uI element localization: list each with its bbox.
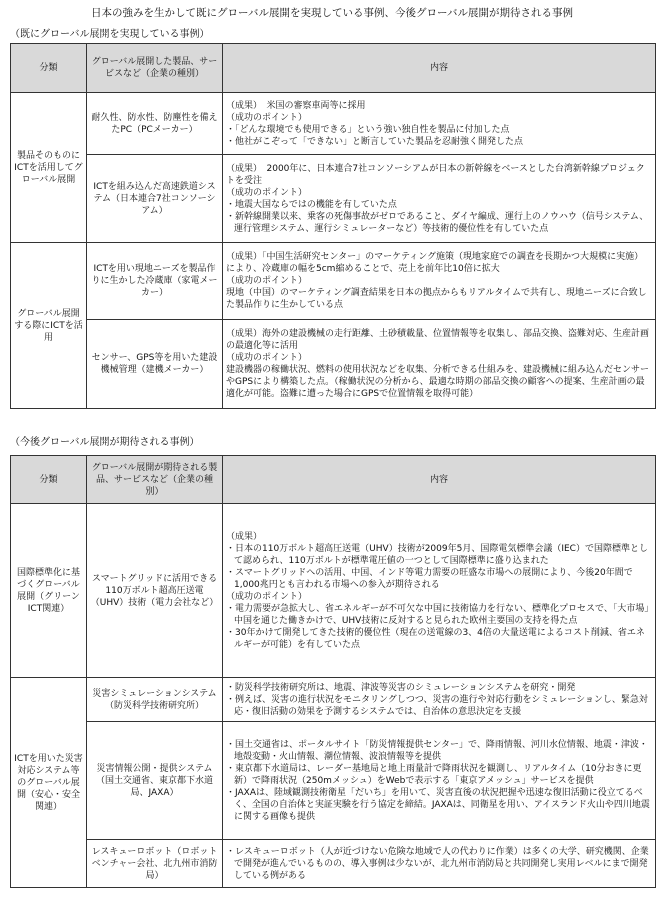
- table-row: [11, 243, 656, 320]
- category-cell: 製品そのものにICTを活用してグローバル展開: [11, 93, 87, 243]
- content-line: ・日本の110万ボルト超高圧送電（UHV）技術が2009年5月、国際電気標準会議（IEC）で国際標準として認められ、110万ボルトが標準電圧値の一つとして国際標準に盛り込まれた: [226, 543, 648, 566]
- content-line: （成功のポイント）: [226, 112, 308, 123]
- content-cell: [223, 155, 656, 243]
- product-cell: レスキューロボット（ロボットベンチャー会社、北九州市消防局）: [87, 840, 223, 888]
- header-category: 分類: [11, 456, 87, 504]
- product-cell: センサー、GPS等を用いた建設機械管理（建機メーカー）: [87, 320, 223, 409]
- content-line: （成果）「中国生活研究センター」のマーケティング施策（現地家庭での調査を長期かつ大規模に実施）により、冷蔵庫の幅を5cm縮めることで、売上を前年比10倍に拡大: [226, 252, 644, 274]
- section1-header-row: [11, 44, 656, 93]
- content-line: ・防災科学技術研究所は、地震、津波等災害のシミュレーションシステムを研究・開発: [226, 682, 576, 693]
- product-cell: スマートグリッドに活用できる110万ボルト超高圧送電（UHV）技術（電力会社など）: [87, 504, 223, 678]
- content-line: ・スマートグリッドへの活用、中国、インド等電力需要の旺盛な市場への展開により、今後20年間で1,000兆円とも言われる市場への参入が期待される: [226, 567, 633, 590]
- content-line: 現地（中国）のマーケティング調査結果を日本の拠点からもリアルタイムで共有し、現地ニーズに合致した製品作りに生かしている点: [226, 288, 647, 310]
- content-line: ・レスキューロボット（人が近づけない危険な地域で人の代わりに作業）は多くの大学、研究機関、企業で開発が進んでいるものの、導入事例は少ないが、北九州市消防局と共同開発し実用レベルにまで開発している例がある: [226, 846, 649, 881]
- content-cell: [223, 840, 656, 888]
- page-title: 日本の強みを生かして既にグローバル展開を実現している事例、今後グローバル展開が期待される事例: [91, 7, 573, 19]
- category-cell: ICTを用いた災害対応システム等のグローバル展開（安心・安全関連）: [11, 678, 87, 888]
- category-cell: 国際標準化に基づくグローバル展開（グリーンICT関連）: [11, 504, 87, 678]
- content-line: （成功のポイント）: [226, 187, 308, 198]
- content-line: ・東京都下水道局は、レーダー基地局と地上雨量計で降雨状況を観測し、リアルタイム（10分おきに更新）で降雨状況（250mメッシュ）をWebで表示する「東京アメッシュ」サービスを提供: [226, 763, 642, 786]
- content-line: ・電力需要が急拡大し、省エネルギーが不可欠な中国に技術協力を行ない、標準化プロセスで、「大市場」中国を通じた働きかけで、UHV技術に反対すると見られた欧州主要国の支持を得た点: [226, 603, 649, 626]
- content-line: ・「どんな環境でも使用できる」という強い独自性を製品に付加した点: [226, 124, 510, 135]
- table-row: [11, 155, 656, 243]
- table-row: [11, 678, 656, 722]
- content-line: ・30年かけて開発してきた技術的優位性（現在の送電線の3、4倍の大量送電によるコスト削減、省エネルギーが可能）を有していた点: [226, 627, 645, 650]
- header-product: グローバル展開が期待される製品、サービスなど（企業の種別）: [87, 456, 223, 504]
- content-line: ・例えば、災害の進行状況をモニタリングしつつ、災害の進行や対応行動をシミュレーションし、緊急対応・復旧活動の効果を予測するシステムでは、自治体の意思決定を支援: [226, 694, 648, 717]
- table-row: [11, 93, 656, 155]
- section2-caption: （今後グローバル展開が期待される事例）: [10, 437, 200, 448]
- content-line: （成功のポイント）: [226, 591, 308, 602]
- content-line: （成果）海外の建設機械の走行距離、土砂積載量、位置情報等を収集し、部品交換、盗難対応、生産計画の最適化等に活用: [226, 329, 650, 351]
- header-category: 分類: [11, 44, 87, 93]
- table-row: [11, 840, 656, 888]
- table-row: [11, 320, 656, 409]
- section2-table: [10, 455, 656, 888]
- table-row: [11, 504, 656, 678]
- category-cell: グローバル展開する際にICTを活用: [11, 243, 87, 409]
- product-cell: ICTを用い現地ニーズを製品作りに生かした冷蔵庫（家電メーカー）: [87, 243, 223, 320]
- content-line: （成功のポイント）: [226, 353, 308, 363]
- table-row: [11, 722, 656, 840]
- content-line: （成果） 米国の審察車両等に採用: [226, 100, 366, 111]
- product-cell: 耐久性、防水性、防塵性を備えたPC（PCメーカー）: [87, 93, 223, 155]
- header-product: グローバル展開した製品、サービスなど（企業の種別）: [87, 44, 223, 93]
- section1-caption: （既にグローバル展開を実現している事例）: [10, 29, 210, 40]
- product-cell: 災害情報公開・提供システム（国土交通省、東京都下水道局、JAXA）: [87, 722, 223, 840]
- content-line: （成果）: [226, 531, 263, 542]
- section2-header-row: [11, 456, 656, 504]
- content-line: ・地震大国ならではの機能を有していた点: [226, 199, 397, 210]
- content-cell: [223, 722, 656, 840]
- content-line: 建設機器の稼働状況、燃料の使用状況などを収集、分析できる仕組みを、建設機械に組み込んだセンサーやGPSにより構築した点。（稼働状況の分析から、最適な時期の部品交換の顧客への提案、生産計画の最適化が可能。盗難に遭った場合にGPSで位置情報を取得可能）: [226, 365, 650, 399]
- content-line: （成果） 2000年に、日本連合7社コンソーシアムが日本の新幹線をベースとした台湾新幹線プロジェクトを受注: [226, 163, 645, 186]
- content-line: ・JAXAは、陸域観測技術衛星「だいち」を用いて、災害直後の状況把握や迅速な復旧活動に役立てるべく、全国の自治体と実証実験を行う協定を締結。JAXAは、同衛星を用い、アイスランド火山や四川地震に関する画像も提供: [226, 787, 650, 822]
- product-cell: ICTを組み込んだ高速鉄道システム（日本連合7社コンソーシアム）: [87, 155, 223, 243]
- content-cell: [223, 320, 656, 409]
- content-line: ・国土交通省は、ポータルサイト「防災情報提供センター」で、降雨情報、河川水位情報、地震・津波・地殻変動・火山情報、潮位情報、波浪情報等を提供: [226, 739, 648, 762]
- header-content: 内容: [223, 456, 656, 504]
- content-cell: [223, 93, 656, 155]
- content-line: ・新幹線開業以来、乗客の死傷事故がゼロであること、ダイヤ編成、運行上のノウハウ（信号システム、運行管理システム、運行シミュレーターなど）等技術的優位性を有していた点: [226, 211, 649, 234]
- header-content: 内容: [223, 44, 656, 93]
- content-line: ・他社がこぞって「できない」と断言していた製品を忍耐強く開発した点: [226, 136, 524, 147]
- content-line: （成功のポイント）: [226, 276, 308, 286]
- section1-table: [10, 43, 656, 409]
- content-cell: [223, 678, 656, 722]
- content-cell: [223, 243, 656, 320]
- product-cell: 災害シミュレーションシステム（防災科学技術研究所）: [87, 678, 223, 722]
- content-cell: [223, 504, 656, 678]
